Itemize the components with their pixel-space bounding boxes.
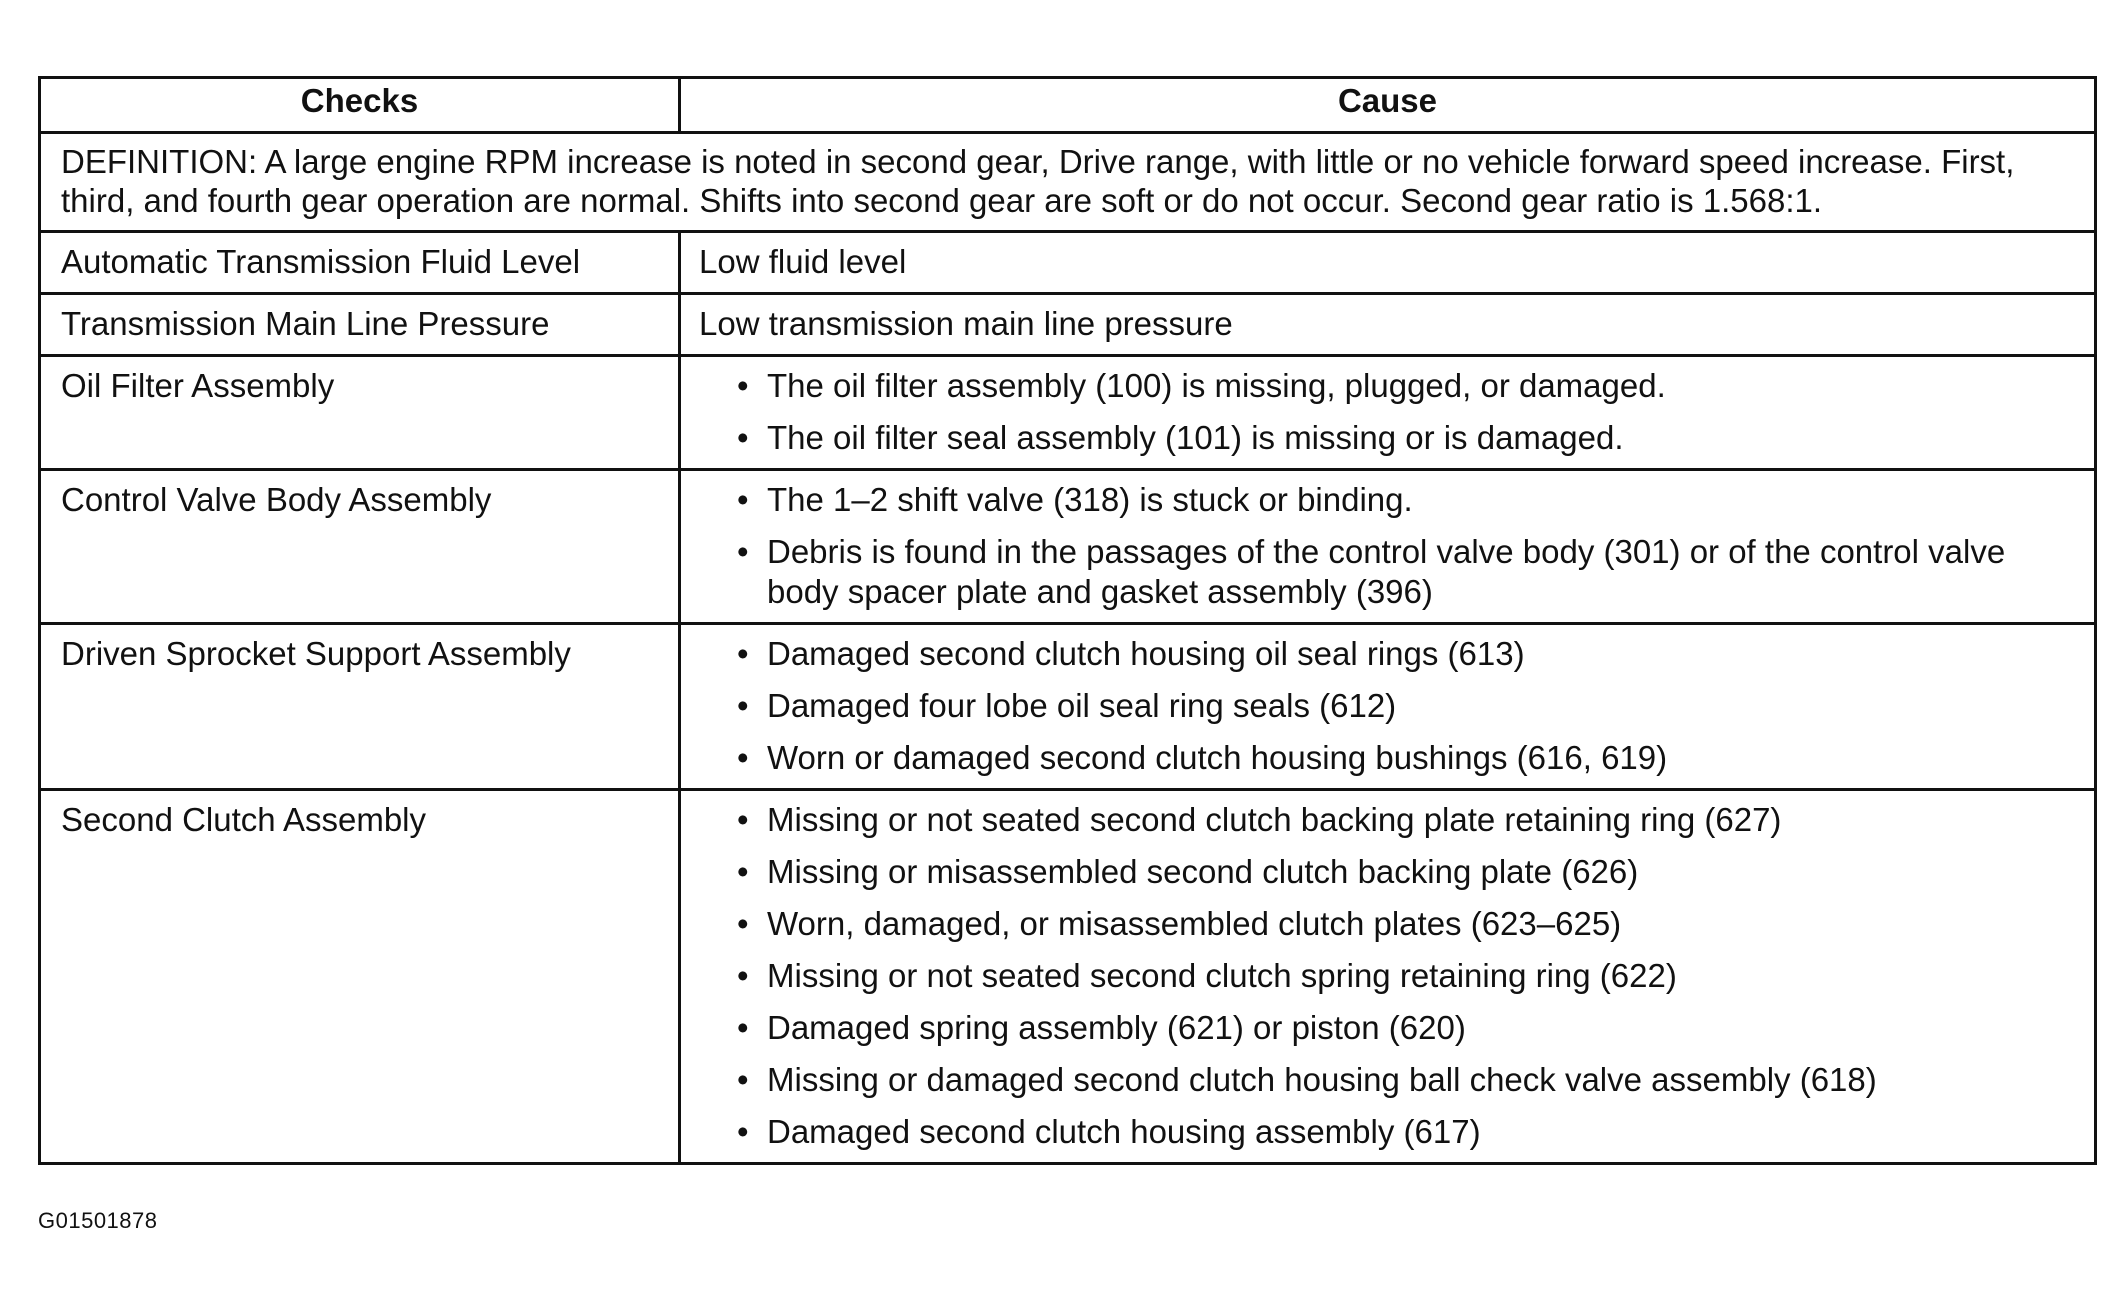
cause-cell (680, 790, 2096, 1164)
definition-row (40, 133, 2096, 232)
cause-item (699, 686, 2078, 726)
cause-cell: Low fluid level (680, 232, 2096, 294)
cause-list (699, 480, 2078, 612)
cause-cell (680, 470, 2096, 624)
bullet-icon: • (737, 419, 749, 456)
table-row (40, 232, 2096, 294)
table-row (40, 790, 2096, 1164)
cause-text: The oil filter seal assembly (101) is missing or is damaged. (767, 419, 1624, 456)
cause-text: Missing or damaged second clutch housing ball check valve assembly (618) (767, 1061, 1877, 1098)
table-row (40, 470, 2096, 624)
cause-list (699, 366, 2078, 458)
bullet-icon: • (737, 533, 749, 570)
cause-text: The 1–2 shift valve (318) is stuck or binding. (767, 481, 1413, 518)
cause-item (699, 904, 2078, 944)
cause-text: The oil filter assembly (100) is missing, plugged, or damaged. (767, 367, 1666, 404)
cause-text: Damaged spring assembly (621) or piston (620) (767, 1009, 1466, 1046)
cause-text: Debris is found in the passages of the control valve body (301) or of the control valve body spacer plate and gasket assembly (396) (767, 533, 2006, 610)
checks-column-header: Checks (40, 78, 680, 133)
cause-column-header: Cause (680, 78, 2096, 133)
cause-item (699, 634, 2078, 674)
bullet-icon: • (737, 635, 749, 672)
cause-text: Worn or damaged second clutch housing bushings (616, 619) (767, 739, 1668, 776)
cause-text: Missing or misassembled second clutch backing plate (626) (767, 853, 1639, 890)
cause-list (699, 800, 2078, 1152)
cause-cell (680, 624, 2096, 790)
cause-text: Worn, damaged, or misassembled clutch plates (623–625) (767, 905, 1622, 942)
bullet-icon: • (737, 1009, 749, 1046)
cause-item (699, 852, 2078, 892)
cause-list (699, 634, 2078, 778)
cause-item (699, 800, 2078, 840)
header-row (40, 78, 2096, 133)
check-cell: Control Valve Body Assembly (40, 470, 680, 624)
check-cell: Oil Filter Assembly (40, 356, 680, 470)
cause-item (699, 532, 2078, 612)
bullet-icon: • (737, 1061, 749, 1098)
bullet-icon: • (737, 739, 749, 776)
table-row (40, 294, 2096, 356)
cause-text: Missing or not seated second clutch spring retaining ring (622) (767, 957, 1677, 994)
bullet-icon: • (737, 853, 749, 890)
cause-item (699, 366, 2078, 406)
cause-text: Missing or not seated second clutch backing plate retaining ring (627) (767, 801, 1782, 838)
cause-cell: Low transmission main line pressure (680, 294, 2096, 356)
cause-text: Damaged second clutch housing assembly (617) (767, 1113, 1481, 1150)
cause-item (699, 956, 2078, 996)
cause-text: Damaged four lobe oil seal ring seals (612) (767, 687, 1397, 724)
cause-item (699, 418, 2078, 458)
bullet-icon: • (737, 1113, 749, 1150)
diagnosis-table (38, 76, 2097, 1165)
figure-code: G01501878 (38, 1208, 158, 1233)
cause-item (699, 1060, 2078, 1100)
cause-item (699, 480, 2078, 520)
bullet-icon: • (737, 367, 749, 404)
check-cell: Automatic Transmission Fluid Level (40, 232, 680, 294)
definition-text: DEFINITION: A large engine RPM increase is noted in second gear, Drive range, with little or no vehicle forward speed increase. First, third, and fourth gear operation are normal. Shifts into second gear are soft or do not occur. Second gear ratio is 1.568:1. (40, 133, 2096, 232)
bullet-icon: • (737, 957, 749, 994)
cause-item (699, 1112, 2078, 1152)
cause-item (699, 1008, 2078, 1048)
cause-cell (680, 356, 2096, 470)
table-row (40, 356, 2096, 470)
cause-text: Damaged second clutch housing oil seal rings (613) (767, 635, 1525, 672)
check-cell: Transmission Main Line Pressure (40, 294, 680, 356)
bullet-icon: • (737, 687, 749, 724)
cause-item (699, 738, 2078, 778)
bullet-icon: • (737, 905, 749, 942)
bullet-icon: • (737, 801, 749, 838)
bullet-icon: • (737, 481, 749, 518)
check-cell: Second Clutch Assembly (40, 790, 680, 1164)
check-cell: Driven Sprocket Support Assembly (40, 624, 680, 790)
table-row (40, 624, 2096, 790)
